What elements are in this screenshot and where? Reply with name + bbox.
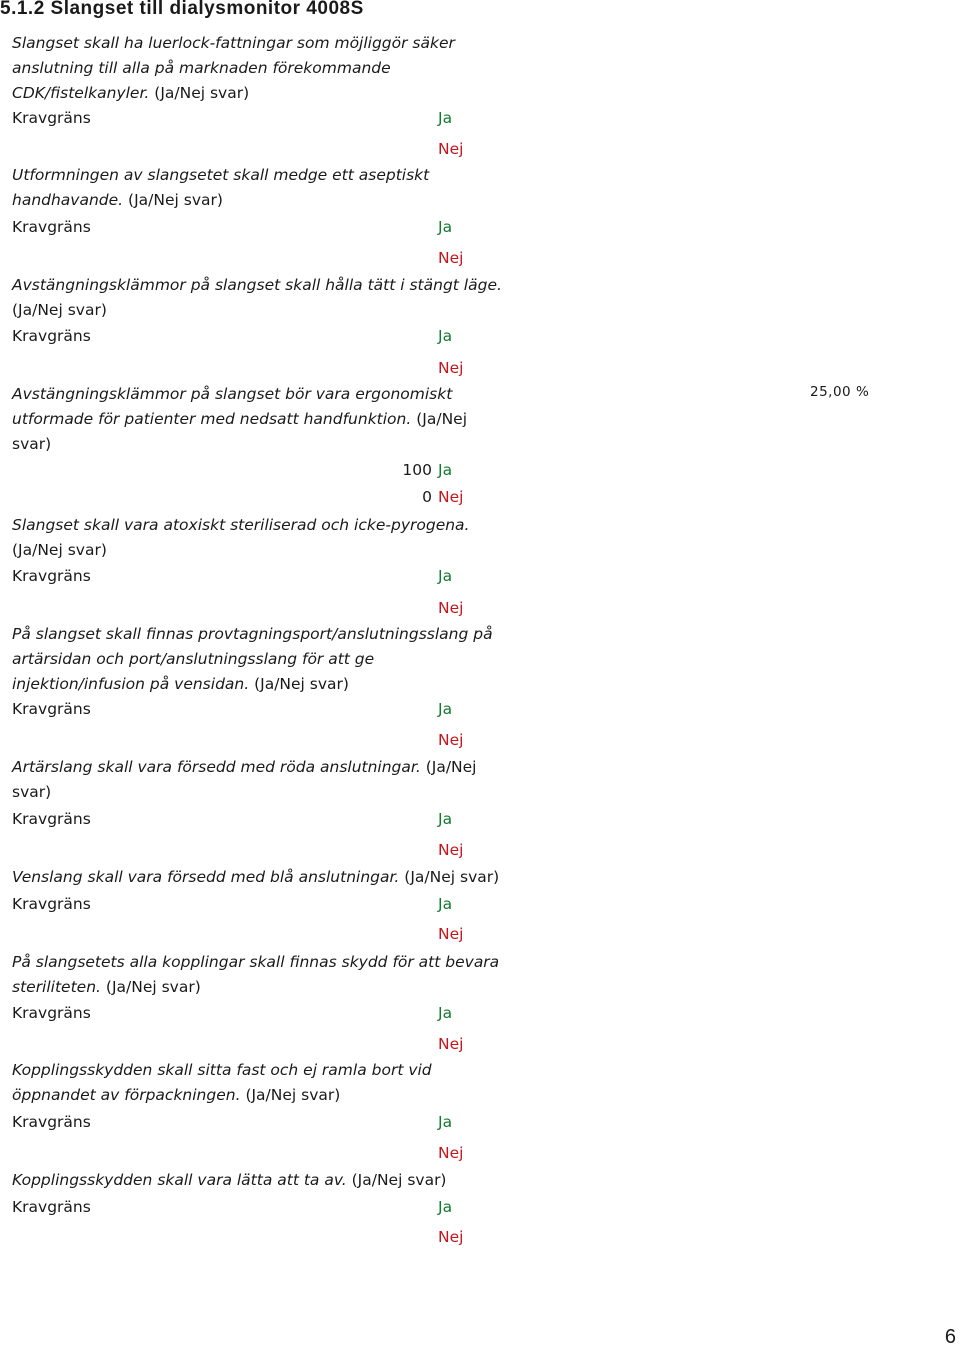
answer-no[interactable]: Nej xyxy=(438,1144,464,1162)
requirement-label: Kravgräns xyxy=(12,1113,91,1131)
answer-yes[interactable]: Ja xyxy=(438,1198,453,1216)
answer-yes[interactable]: Ja xyxy=(438,218,453,236)
requirement-label: Kravgräns xyxy=(12,810,91,828)
requirement-text: Avstängningsklämmor på slangset bör vara ergonomiskt utformade för patienter med nedsatt handfunktion. (Ja/Nej svar) xyxy=(12,385,467,453)
answer-yes[interactable]: Ja xyxy=(438,567,453,585)
answer-no[interactable]: Nej xyxy=(438,140,464,158)
requirement-label: Kravgräns xyxy=(12,700,91,718)
answer-yes[interactable]: Ja xyxy=(438,327,453,345)
requirement-text: Artärslang skall vara försedd med röda anslutningar. (Ja/Nej svar) xyxy=(12,758,477,801)
requirement-text: Kopplingsskydden skall sitta fast och ej ramla bort vid öppnandet av förpackningen. (Ja/Nej svar) xyxy=(12,1061,432,1104)
answer-no[interactable]: Nej xyxy=(438,488,464,506)
requirement-label: Kravgräns xyxy=(12,895,91,913)
requirement-text: På slangset skall finnas provtagningsport/anslutningsslang på artärsidan och port/anslutningsslang för att ge injektion/infusion på vensidan. (Ja/Nej svar) xyxy=(12,625,493,693)
requirement-label: Kravgräns xyxy=(12,218,91,236)
answer-no[interactable]: Nej xyxy=(438,599,464,617)
requirement-text: Venslang skall vara försedd med blå anslutningar. (Ja/Nej svar) xyxy=(12,868,500,886)
requirement-label: Kravgräns xyxy=(12,327,91,345)
weight-percentage: 25,00 % xyxy=(810,384,870,400)
answer-yes[interactable]: Ja xyxy=(438,461,453,479)
answer-yes[interactable]: Ja xyxy=(438,109,453,127)
answer-no[interactable]: Nej xyxy=(438,1035,464,1053)
answer-no[interactable]: Nej xyxy=(438,841,464,859)
score-no: 0 xyxy=(422,488,432,506)
answer-no[interactable]: Nej xyxy=(438,359,464,377)
requirement-text: Slangset skall vara atoxiskt steriliserad och icke-pyrogena. (Ja/Nej svar) xyxy=(12,516,470,559)
section-title: 5.1.2 Slangset till dialysmonitor 4008S xyxy=(0,0,364,19)
answer-yes[interactable]: Ja xyxy=(438,895,453,913)
requirement-label: Kravgräns xyxy=(12,1198,91,1216)
answer-yes[interactable]: Ja xyxy=(438,1004,453,1022)
score-yes: 100 xyxy=(402,461,432,479)
answer-yes[interactable]: Ja xyxy=(438,1113,453,1131)
answer-no[interactable]: Nej xyxy=(438,249,464,267)
requirement-text: Avstängningsklämmor på slangset skall hålla tätt i stängt läge. (Ja/Nej svar) xyxy=(12,276,502,319)
requirement-text: På slangsetets alla kopplingar skall finnas skydd för att bevara steriliteten. (Ja/Nej svar) xyxy=(12,953,500,996)
answer-yes[interactable]: Ja xyxy=(438,810,453,828)
answer-no[interactable]: Nej xyxy=(438,925,464,943)
requirement-text: Utformningen av slangsetet skall medge ett aseptiskt handhavande. (Ja/Nej svar) xyxy=(12,166,430,209)
requirement-label: Kravgräns xyxy=(12,109,91,127)
requirement-label: Kravgräns xyxy=(12,1004,91,1022)
requirement-text: Kopplingsskydden skall vara lätta att ta av. (Ja/Nej svar) xyxy=(12,1171,447,1189)
answer-no[interactable]: Nej xyxy=(438,1228,464,1246)
page-number: 6 xyxy=(944,1326,956,1348)
requirement-text: Slangset skall ha luerlock-fattningar som möjliggör säker anslutning till alla på marknaden förekommande CDK/fistelkanyler. (Ja/Nej svar) xyxy=(12,34,455,102)
requirement-label: Kravgräns xyxy=(12,567,91,585)
answer-no[interactable]: Nej xyxy=(438,731,464,749)
answer-yes[interactable]: Ja xyxy=(438,700,453,718)
